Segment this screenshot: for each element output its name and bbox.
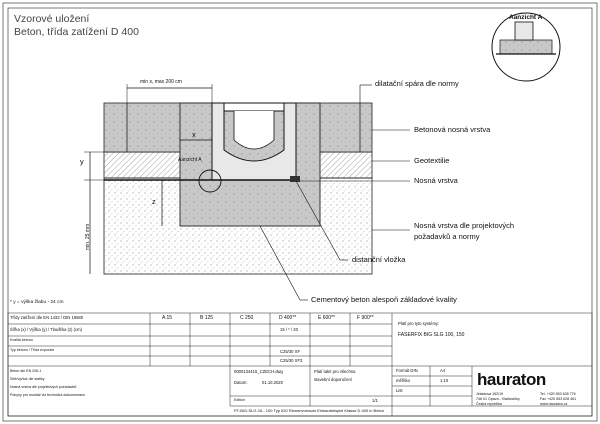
callout-dilatation: dilatační spára dle normy	[375, 79, 459, 88]
detail-marker-label: Aanzicht A	[178, 157, 202, 163]
detail-view-label: Aanzicht A	[509, 14, 543, 21]
desc-line-2: stavební doporučení	[314, 377, 352, 382]
dim-x-label: x	[192, 130, 196, 139]
class-e600: E 600**	[318, 315, 335, 321]
callout-bearing-spec-2: požadavků a normy	[414, 232, 480, 241]
scale-value: 1:10	[440, 378, 449, 383]
callout-cement-concrete: Cementový beton alespoň základové kvality	[311, 295, 457, 304]
channel-trough	[234, 111, 274, 149]
callout-concrete-layer: Betonová nosná vrstva	[414, 125, 491, 134]
callout-bearing-layer: Nosná vrstva	[414, 176, 458, 185]
dim-y-label: y	[80, 157, 84, 166]
sheet-label: List	[396, 388, 403, 393]
callout-bearing-spec-1: Nosná vrstva dle projektových	[414, 221, 515, 230]
spacer	[290, 176, 300, 182]
phone-2: Fax +420 553 628 461	[540, 397, 577, 401]
class-d400: D 400**	[279, 315, 297, 321]
format-label: Formát DIN	[396, 368, 418, 373]
date-label: Datum:	[234, 380, 248, 385]
drawing-number: 0000134415_CZECH.dwg	[234, 369, 283, 374]
row1-label: Šířka (x) / Výška (y) / Tloušťka (z) (cm)	[10, 327, 82, 332]
callout-spacer: distanční vložka	[352, 255, 406, 264]
hauraton-logo: hauraton	[477, 370, 546, 389]
format-value: A4	[440, 368, 446, 373]
company-address: Jiráskova 162/19	[476, 392, 504, 396]
dim-top-label: min x, max 200 cm	[140, 79, 182, 85]
company-city: 746 01 Opava - Vlaštovičky	[476, 397, 520, 401]
row3-label: Typ betonu / Třída expozice	[10, 348, 55, 352]
date-value: 01.10.2020	[262, 380, 283, 385]
footer-description: FF-BIG-SLG 2A - 100 Typ 020 Rinnenvorraum Einbaubeispiel Klasse D 400 in Beton	[234, 408, 385, 413]
callout-geotextile: Geotextilie	[414, 156, 450, 165]
website: www.hauraton.cz	[540, 402, 568, 406]
class-a15: A 15	[162, 315, 173, 321]
desc-line-1: Platí také pro všechna	[314, 369, 356, 374]
channel-grate	[224, 103, 284, 111]
scale-label: měřítko	[396, 378, 410, 383]
note-2: Sítě/výztuž dle statiky	[10, 377, 45, 381]
row2-d-value: C25/30 XF	[280, 349, 301, 354]
product-label: Platí pro tyto systémy:	[398, 321, 440, 326]
dim-min25-label: min. 25 mm	[85, 223, 91, 250]
class-c250: C 250	[240, 315, 254, 321]
edition-label: Edition	[234, 398, 245, 402]
drawing-subtitle: Beton, třída zatížení D 400	[14, 26, 139, 38]
class-b125: B 125	[200, 315, 214, 321]
product-name: FASERFIX BIG SLG 100, 150	[398, 332, 465, 338]
table-header-label: Třídy zatížení dle EN 1433 / DIN 19580	[10, 315, 84, 320]
row3-d-value: C25/30 XF3	[280, 358, 303, 363]
dim-z-label: z	[152, 197, 156, 206]
drawing-title: Vzorové uložení	[14, 13, 90, 25]
company-country: Česká republika	[476, 402, 502, 406]
row1-d-value: 15 / * / 20	[280, 327, 298, 332]
class-f900: F 900**	[357, 315, 374, 321]
footnote: * y = výška žlabu - 24 cm	[10, 300, 64, 305]
note-4: Pokyny pro montáž viz technická dokumentace	[10, 393, 85, 397]
phone-1: Tel. +420 553 628 776	[540, 392, 576, 396]
note-3: Nosná vrstva dle projektových požadavků	[10, 385, 77, 389]
note-1: Beton dle EN 206-1	[10, 369, 42, 373]
sheet-number: 1/1	[372, 398, 378, 403]
row2-label: Kvalita betonu	[10, 338, 33, 342]
